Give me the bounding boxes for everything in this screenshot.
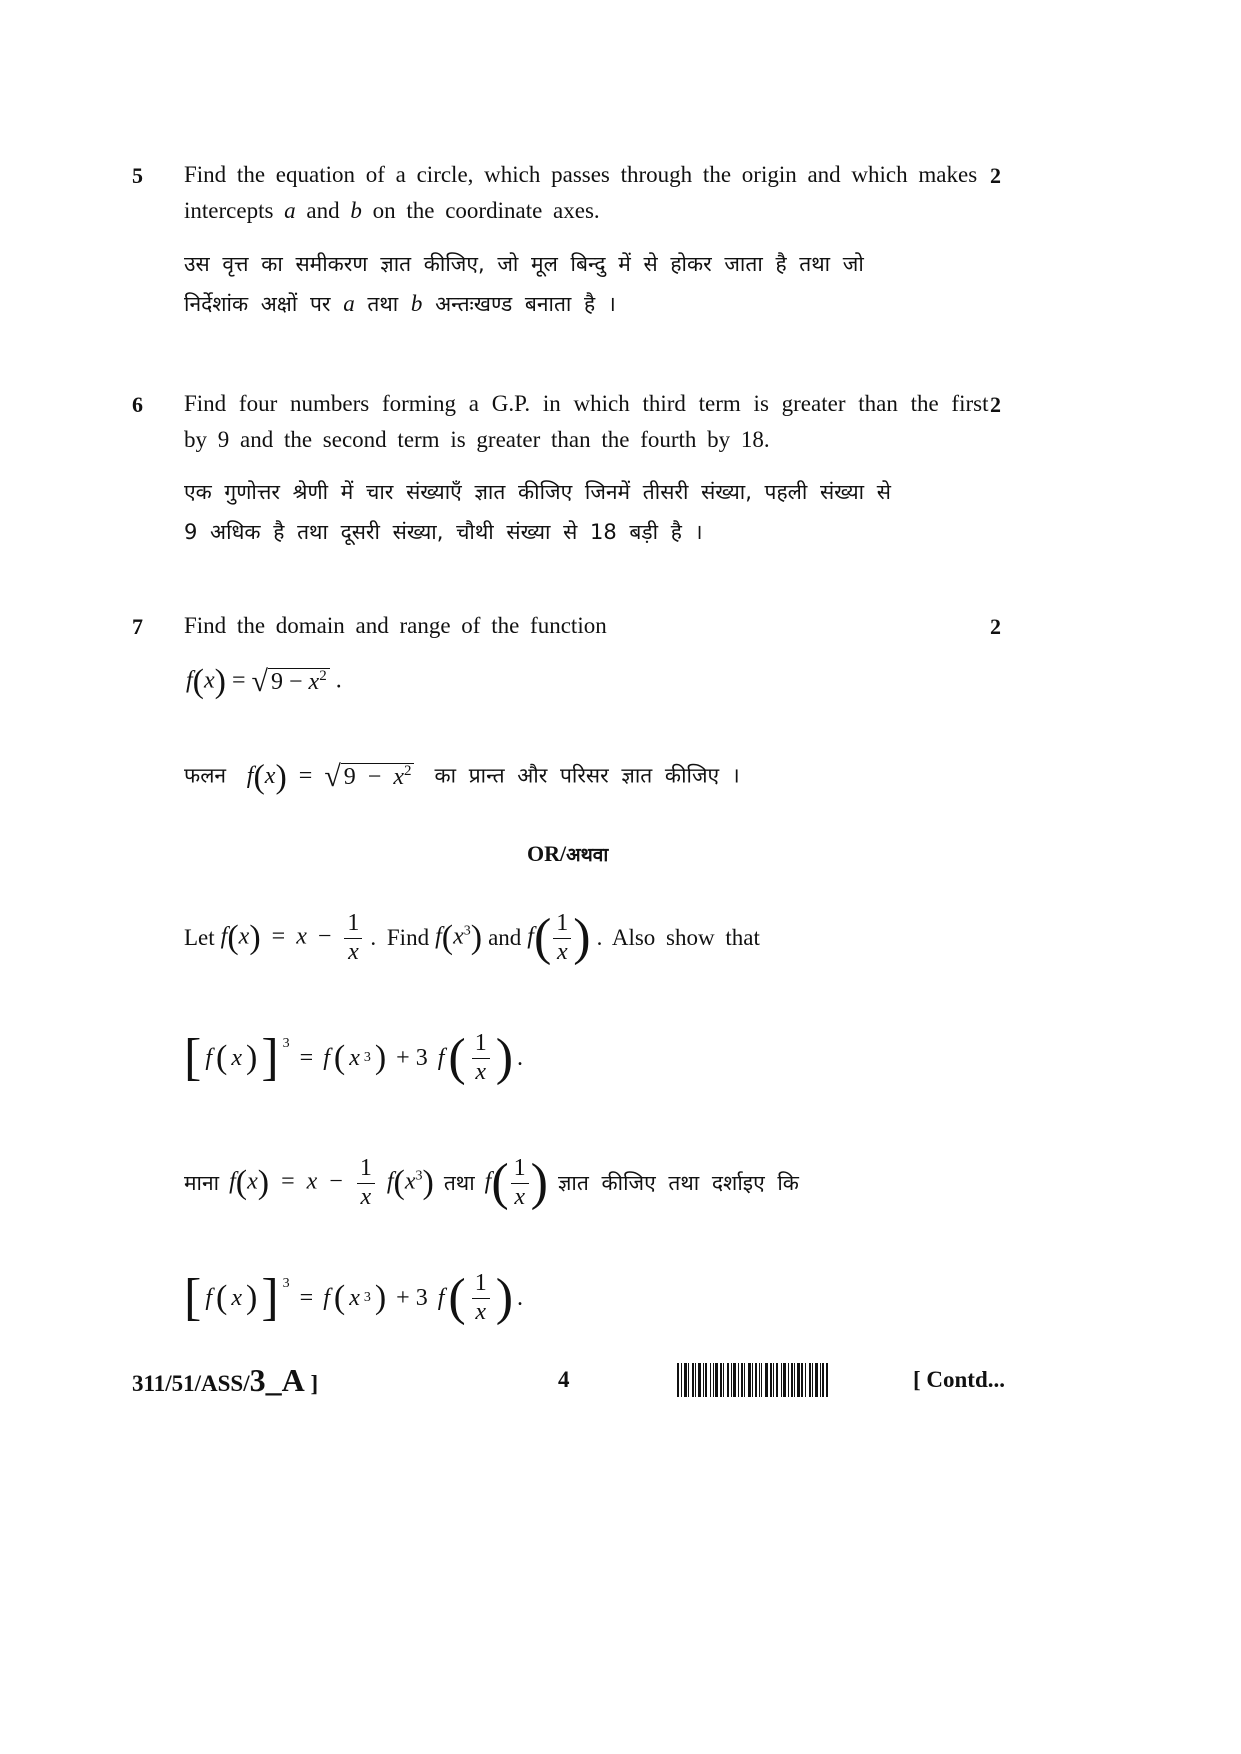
or-separator [527, 841, 608, 867]
variable-a: a [284, 198, 296, 223]
question-text-english-line: Find the equation of a circle, which passes through the origin and which makes [184, 162, 978, 187]
text-span: and [488, 925, 522, 951]
alt-question-english [184, 910, 760, 966]
question-text-hindi-line: एक गुणोत्तर श्रेणी में चार संख्याएँ ज्ञात कीजिए जिनमें तीसरी संख्या, पहली संख्या से [184, 480, 891, 504]
paper-code [132, 1362, 318, 1399]
text-span: अन्तःखण्ड बनाता है । [435, 292, 616, 316]
text-span: फलन [184, 763, 227, 788]
equation-inline: f(x) = x − $\frac{1}{x}$ [229, 1155, 377, 1211]
equation-inline: $f(x^3)$ [435, 919, 483, 957]
equation-identity: [ f ( x ) ] $^3$ = f ( x 3 ) + 3 f ( $\frac{1}{x}$ ) . [184, 1269, 524, 1327]
equation-inline: f( $\frac{1}{x}$ ) [527, 909, 591, 967]
barcode [677, 1363, 885, 1397]
question-number: 5 [132, 163, 143, 188]
paper-code-prefix: 311/51/ASS/ [132, 1371, 250, 1396]
text-span: माना [184, 1171, 220, 1196]
continued-label: [ Contd... [913, 1367, 1006, 1392]
paper-code-suffix: ] [304, 1371, 319, 1396]
question-text-english-line: by 9 and the second term is greater than the fourth by 18. [184, 427, 770, 452]
text-span: Let [184, 925, 215, 951]
text-span: . Find [370, 925, 430, 951]
text-span: निर्देशांक अक्षों पर [184, 292, 331, 316]
text-span: intercepts [184, 198, 274, 223]
question-text-english-line: Find the domain and range of the function [184, 613, 607, 638]
alt-question-hindi [184, 1155, 799, 1211]
text-span: तथा [367, 292, 399, 316]
text-span: का प्रान्त और परिसर ज्ञात कीजिए । [434, 763, 740, 788]
or-label-hi: अथवा [566, 844, 609, 866]
question-marks: 2 [990, 163, 1001, 188]
or-label-en: OR/ [527, 841, 567, 866]
equation-inline: f(x) = x − $\frac{1}{x}$ [221, 910, 365, 966]
text-span: . Also show that [596, 925, 760, 951]
question-number: 7 [132, 614, 143, 639]
question-text-hindi-line [184, 290, 616, 318]
question-text-hindi-line: 9 अधिक है तथा दूसरी संख्या, चौथी संख्या से 18 बड़ी है । [184, 520, 703, 544]
text-span: on the coordinate axes. [372, 198, 600, 223]
equation-inline: $f(x^3)$ [386, 1164, 434, 1202]
question-text-hindi-line [184, 760, 740, 794]
equation-identity: [ f ( x ) ] $^3$ = f ( x 3 ) + 3 f ( $\frac{1}{x}$ ) . [184, 1029, 524, 1087]
page-number: 4 [558, 1367, 570, 1392]
question-text-english-line [184, 198, 600, 224]
text-span: तथा [443, 1171, 475, 1196]
equation-function-definition: f(x) = √ $9 - x^2$ . [186, 663, 342, 700]
variable-a: a [343, 291, 355, 316]
paper-code-set: 3_A [249, 1362, 305, 1398]
equation-inline: f( $\frac{1}{x}$ ) [484, 1154, 548, 1212]
equation-inline: f(x) = √ $9 - x^2$ [247, 763, 427, 789]
question-marks: 2 [990, 392, 1001, 417]
question-text-english-line: Find four numbers forming a G.P. in which third term is greater than the first [184, 391, 989, 416]
variable-b: b [410, 291, 423, 316]
question-marks: 2 [990, 614, 1001, 639]
variable-b: b [350, 198, 362, 223]
text-span: and [306, 198, 340, 223]
question-number: 6 [132, 392, 143, 417]
text-span: ज्ञात कीजिए तथा दर्शाइए कि [557, 1171, 799, 1196]
question-text-hindi-line: उस वृत्त का समीकरण ज्ञात कीजिए, जो मूल बिन्दु में से होकर जाता है तथा जो [184, 252, 864, 276]
